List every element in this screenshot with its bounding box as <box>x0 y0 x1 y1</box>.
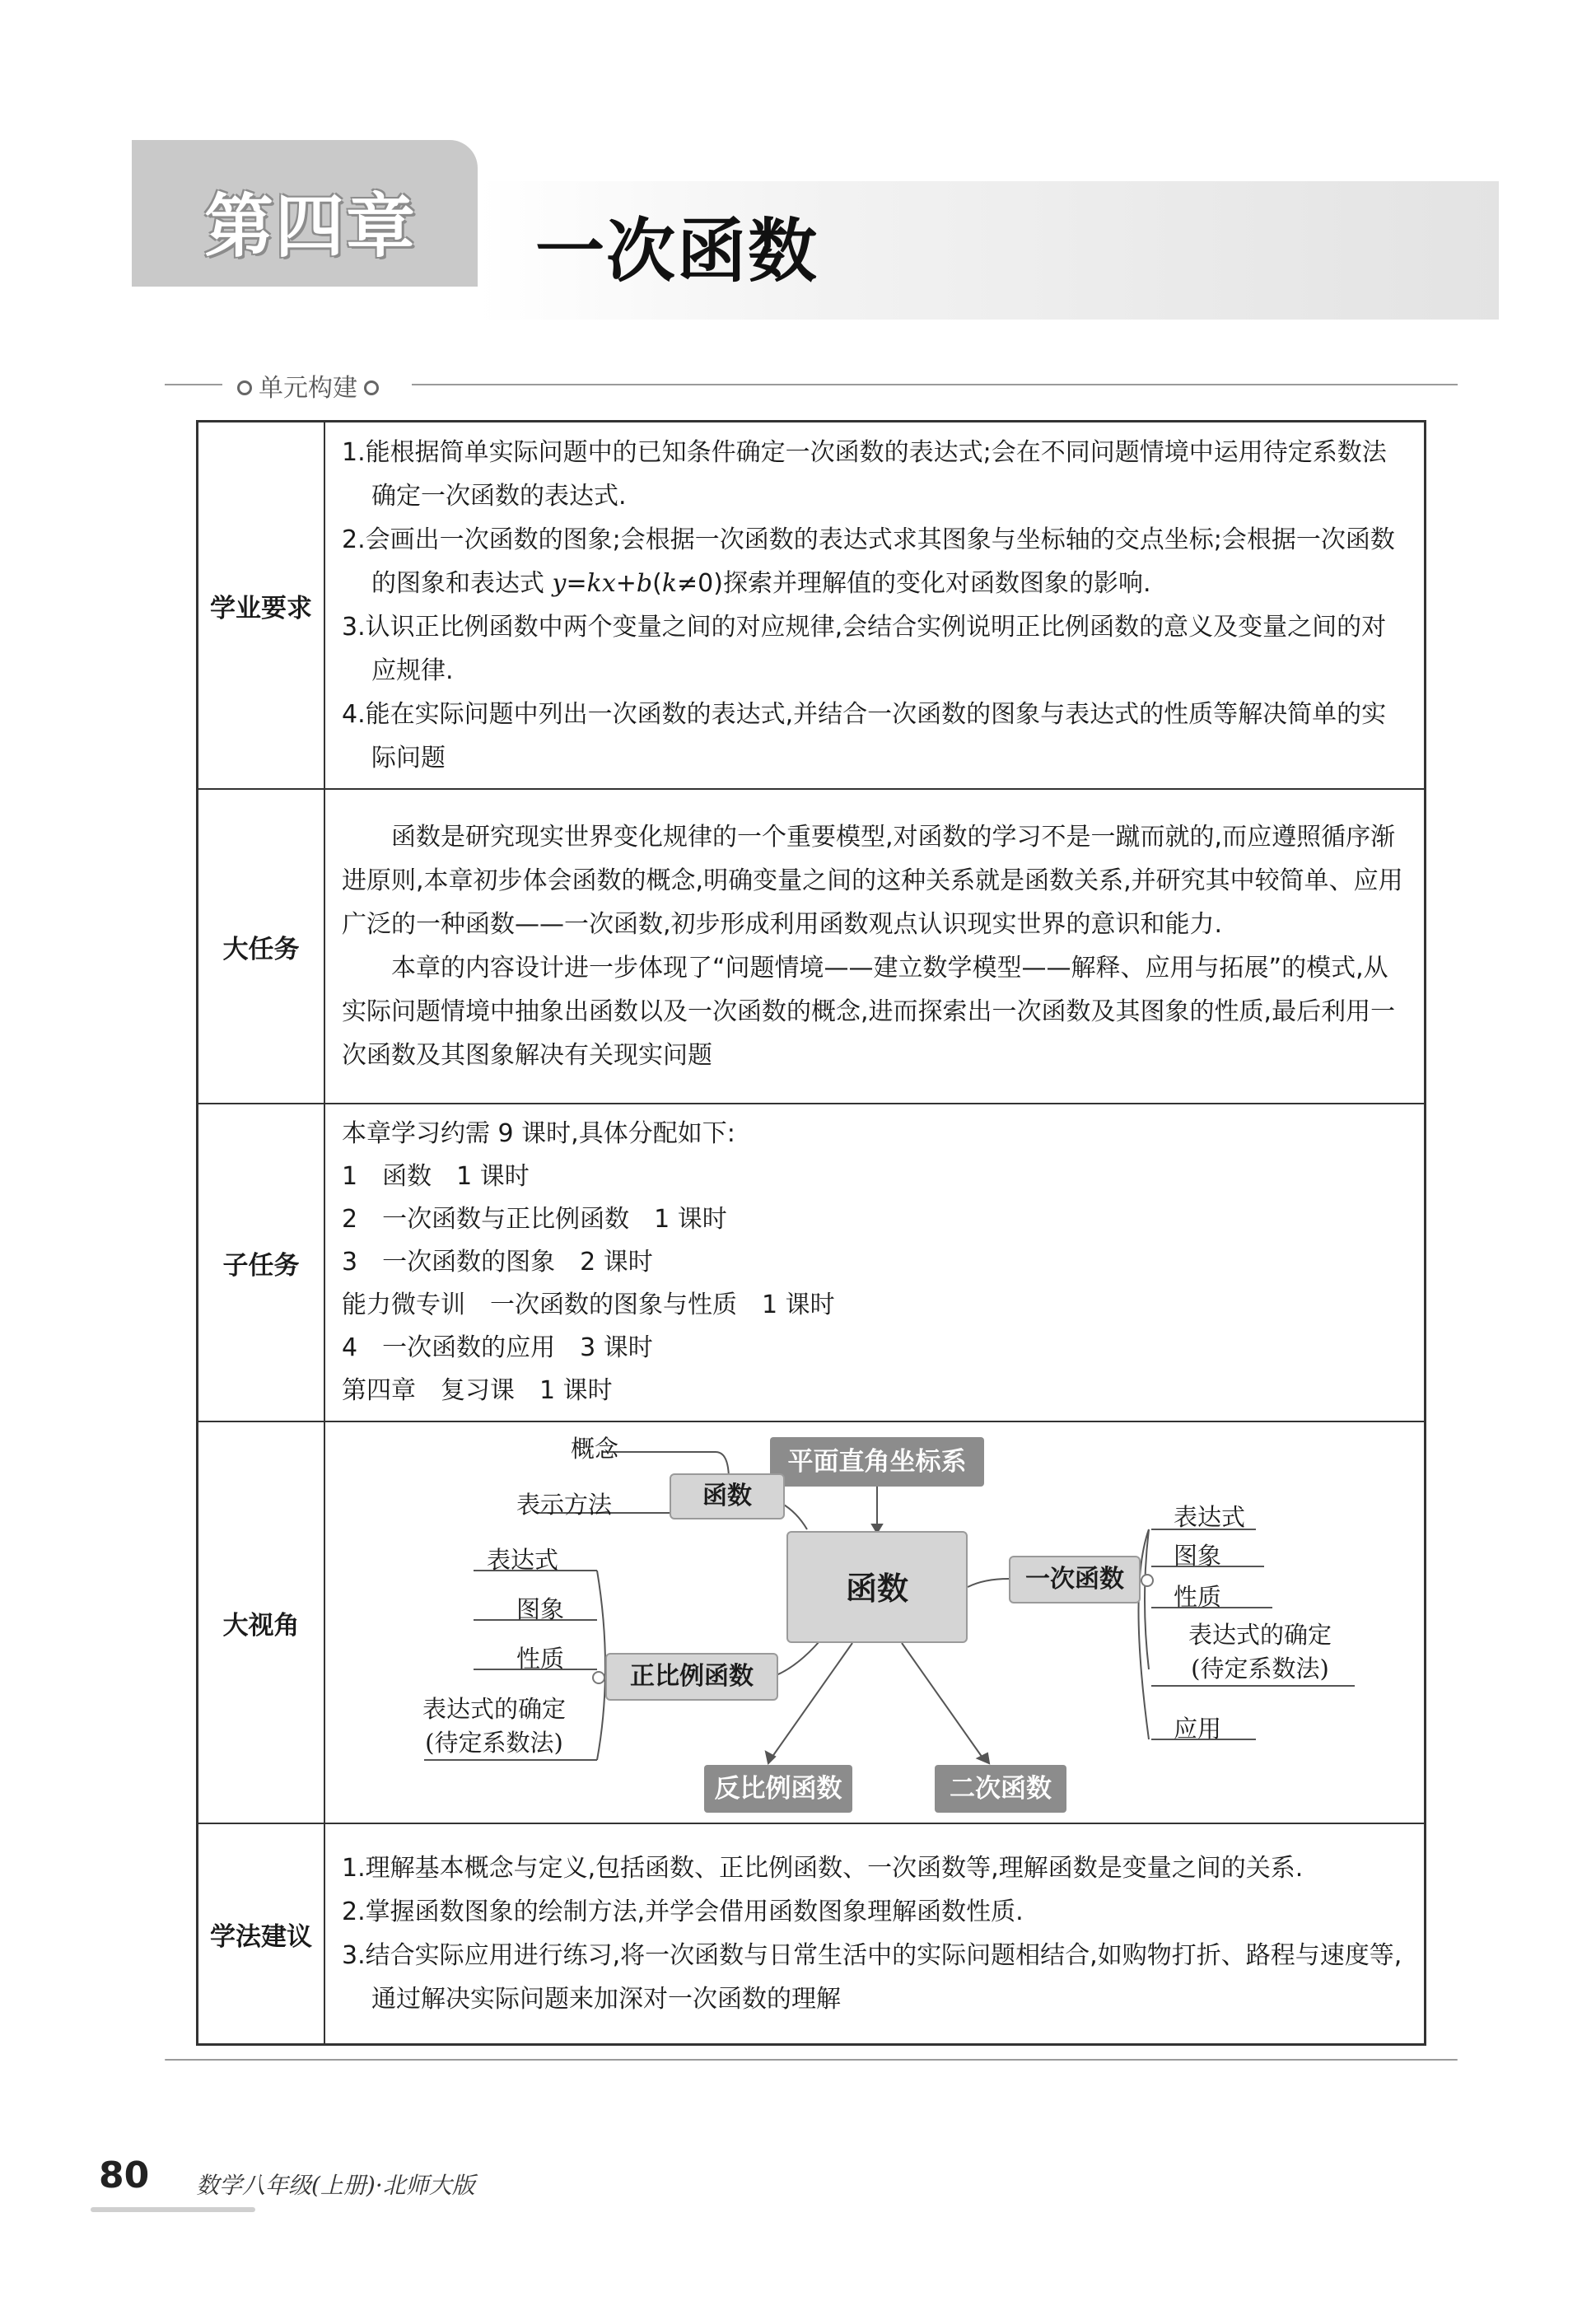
row-content <box>324 1104 1426 1421</box>
row-xuefa <box>198 1823 1426 2045</box>
schedule-line: 1 函数 1 课时 <box>342 1162 530 1191</box>
row-darenwu <box>198 789 1426 1104</box>
row-content <box>324 789 1426 1104</box>
leaf-determination-line1: 表达式的确定 <box>422 1695 566 1723</box>
node-proportional-function: 正比例函数 <box>605 1653 778 1701</box>
row-head: 学法建议 <box>198 1823 325 2045</box>
leaf-determination-line2: (待定系数法) <box>1191 1655 1329 1683</box>
leaf-expression: 表达式 <box>487 1546 559 1574</box>
node-center-function: 函数 <box>786 1531 968 1643</box>
list-item: 1.能根据简单实际问题中的已知条件确定一次函数的表达式;会在不同问题情境中运用待定系数法确定一次函数的表达式. <box>342 438 1387 511</box>
list-item: 2.会画出一次函数的图象;会根据一次函数的表达式求其图象与坐标轴的交点坐标;会根据一次函数的图象和表达式 y=kx+b(k≠0)探索并理解值的变化对函数图象的影响. <box>342 525 1395 598</box>
connector-knob <box>1141 1574 1154 1587</box>
leaf-property: 性质 <box>516 1645 565 1673</box>
leaf-graph: 图象 <box>516 1595 565 1623</box>
section-divider <box>165 384 222 385</box>
paragraph: 本章的内容设计进一步体现了“问题情境——建立数学模型——解释、应用与拓展”的模式,从实际问题情境中抽象出函数以及一次函数的概念,进而探索出一次函数及其图象的性质,最后利用一次函数及其图象解决有关现实问题 <box>342 954 1396 1070</box>
node-inverse-proportional: 反比例函数 <box>704 1765 852 1813</box>
leaf-concept: 概念 <box>571 1435 619 1463</box>
unit-plan-table <box>196 420 1426 2046</box>
chapter-title: 一次函数 <box>535 211 819 292</box>
node-function: 函数 <box>670 1473 785 1519</box>
bullet-icon <box>237 380 252 395</box>
connector-knob <box>592 1671 605 1684</box>
leaf-determination-line2: (待定系数法) <box>425 1729 563 1757</box>
schedule-line: 能力微专训 一次函数的图象与性质 1 课时 <box>342 1291 835 1319</box>
book-title: 数学八年级(上册)·北师大版 <box>196 2172 475 2199</box>
row-head: 大任务 <box>198 789 325 1104</box>
list-item: 1.理解基本概念与定义,包括函数、正比例函数、一次函数等,理解函数是变量之间的关系. <box>342 1854 1304 1883</box>
row-content <box>324 422 1426 790</box>
leaf-determination-line1: 表达式的确定 <box>1188 1621 1332 1649</box>
leaf-property: 性质 <box>1174 1583 1222 1611</box>
row-xueye <box>198 422 1426 790</box>
paragraph: 函数是研究现实世界变化规律的一个重要模型,对函数的学习不是一蹴而就的,而应遵照循序渐进原则,本章初步体会函数的概念,明确变量之间的这种关系就是函数关系,并研究其中较简单、应用广泛的一种函数——一次函数,初步形成利用函数观点认识现实世界的意识和能力. <box>342 823 1403 939</box>
chapter-number: 第四章 <box>204 186 418 267</box>
page-number: 80 <box>99 2154 150 2196</box>
row-zirenwu <box>198 1104 1426 1421</box>
row-head: 学业要求 <box>198 422 325 790</box>
section-label <box>231 367 385 404</box>
row-head: 大视角 <box>198 1421 325 1823</box>
leaf-application: 应用 <box>1174 1715 1222 1743</box>
section-bottom-divider <box>165 2059 1458 2061</box>
footer-divider <box>91 2207 255 2212</box>
schedule-line: 第四章 复习课 1 课时 <box>342 1376 613 1405</box>
node-coordinate-system: 平面直角坐标系 <box>770 1437 984 1487</box>
schedule-line: 2 一次函数与正比例函数 1 课时 <box>342 1205 727 1234</box>
list-item: 2.掌握函数图象的绘制方法,并学会借用函数图象理解函数性质. <box>342 1898 1024 1926</box>
leaf-determination <box>1174 1617 1346 1684</box>
leaf-graph: 图象 <box>1174 1542 1222 1570</box>
list-item: 4.能在实际问题中列出一次函数的表达式,并结合一次函数的图象与表达式的性质等解决简单的实际问题 <box>342 700 1387 773</box>
row-head: 子任务 <box>198 1104 325 1421</box>
list-item: 3.认识正比例函数中两个变量之间的对应规律,会结合实例说明正比例函数的意义及变量之间的对应规律. <box>342 613 1387 685</box>
schedule-line: 3 一次函数的图象 2 课时 <box>342 1248 653 1277</box>
row-dashijiao <box>198 1421 1426 1823</box>
leaf-representation: 表示方法 <box>516 1491 613 1519</box>
node-linear-function: 一次函数 <box>1009 1556 1141 1603</box>
row-content <box>324 1823 1426 2045</box>
schedule-line: 本章学习约需 9 课时,具体分配如下: <box>342 1119 735 1148</box>
section-divider <box>412 384 1458 385</box>
list-item: 3.结合实际应用进行练习,将一次函数与日常生活中的实际问题相结合,如购物打折、路程与速度等,通过解决实际问题来加深对一次函数的理解 <box>342 1941 1402 2014</box>
mind-map <box>324 1421 1426 1823</box>
section-label-text: 单元构建 <box>259 374 357 403</box>
schedule-line: 4 一次函数的应用 3 课时 <box>342 1333 653 1362</box>
bullet-icon <box>364 380 379 395</box>
leaf-expression: 表达式 <box>1174 1503 1246 1531</box>
node-quadratic: 二次函数 <box>935 1765 1066 1813</box>
leaf-determination <box>399 1691 589 1758</box>
